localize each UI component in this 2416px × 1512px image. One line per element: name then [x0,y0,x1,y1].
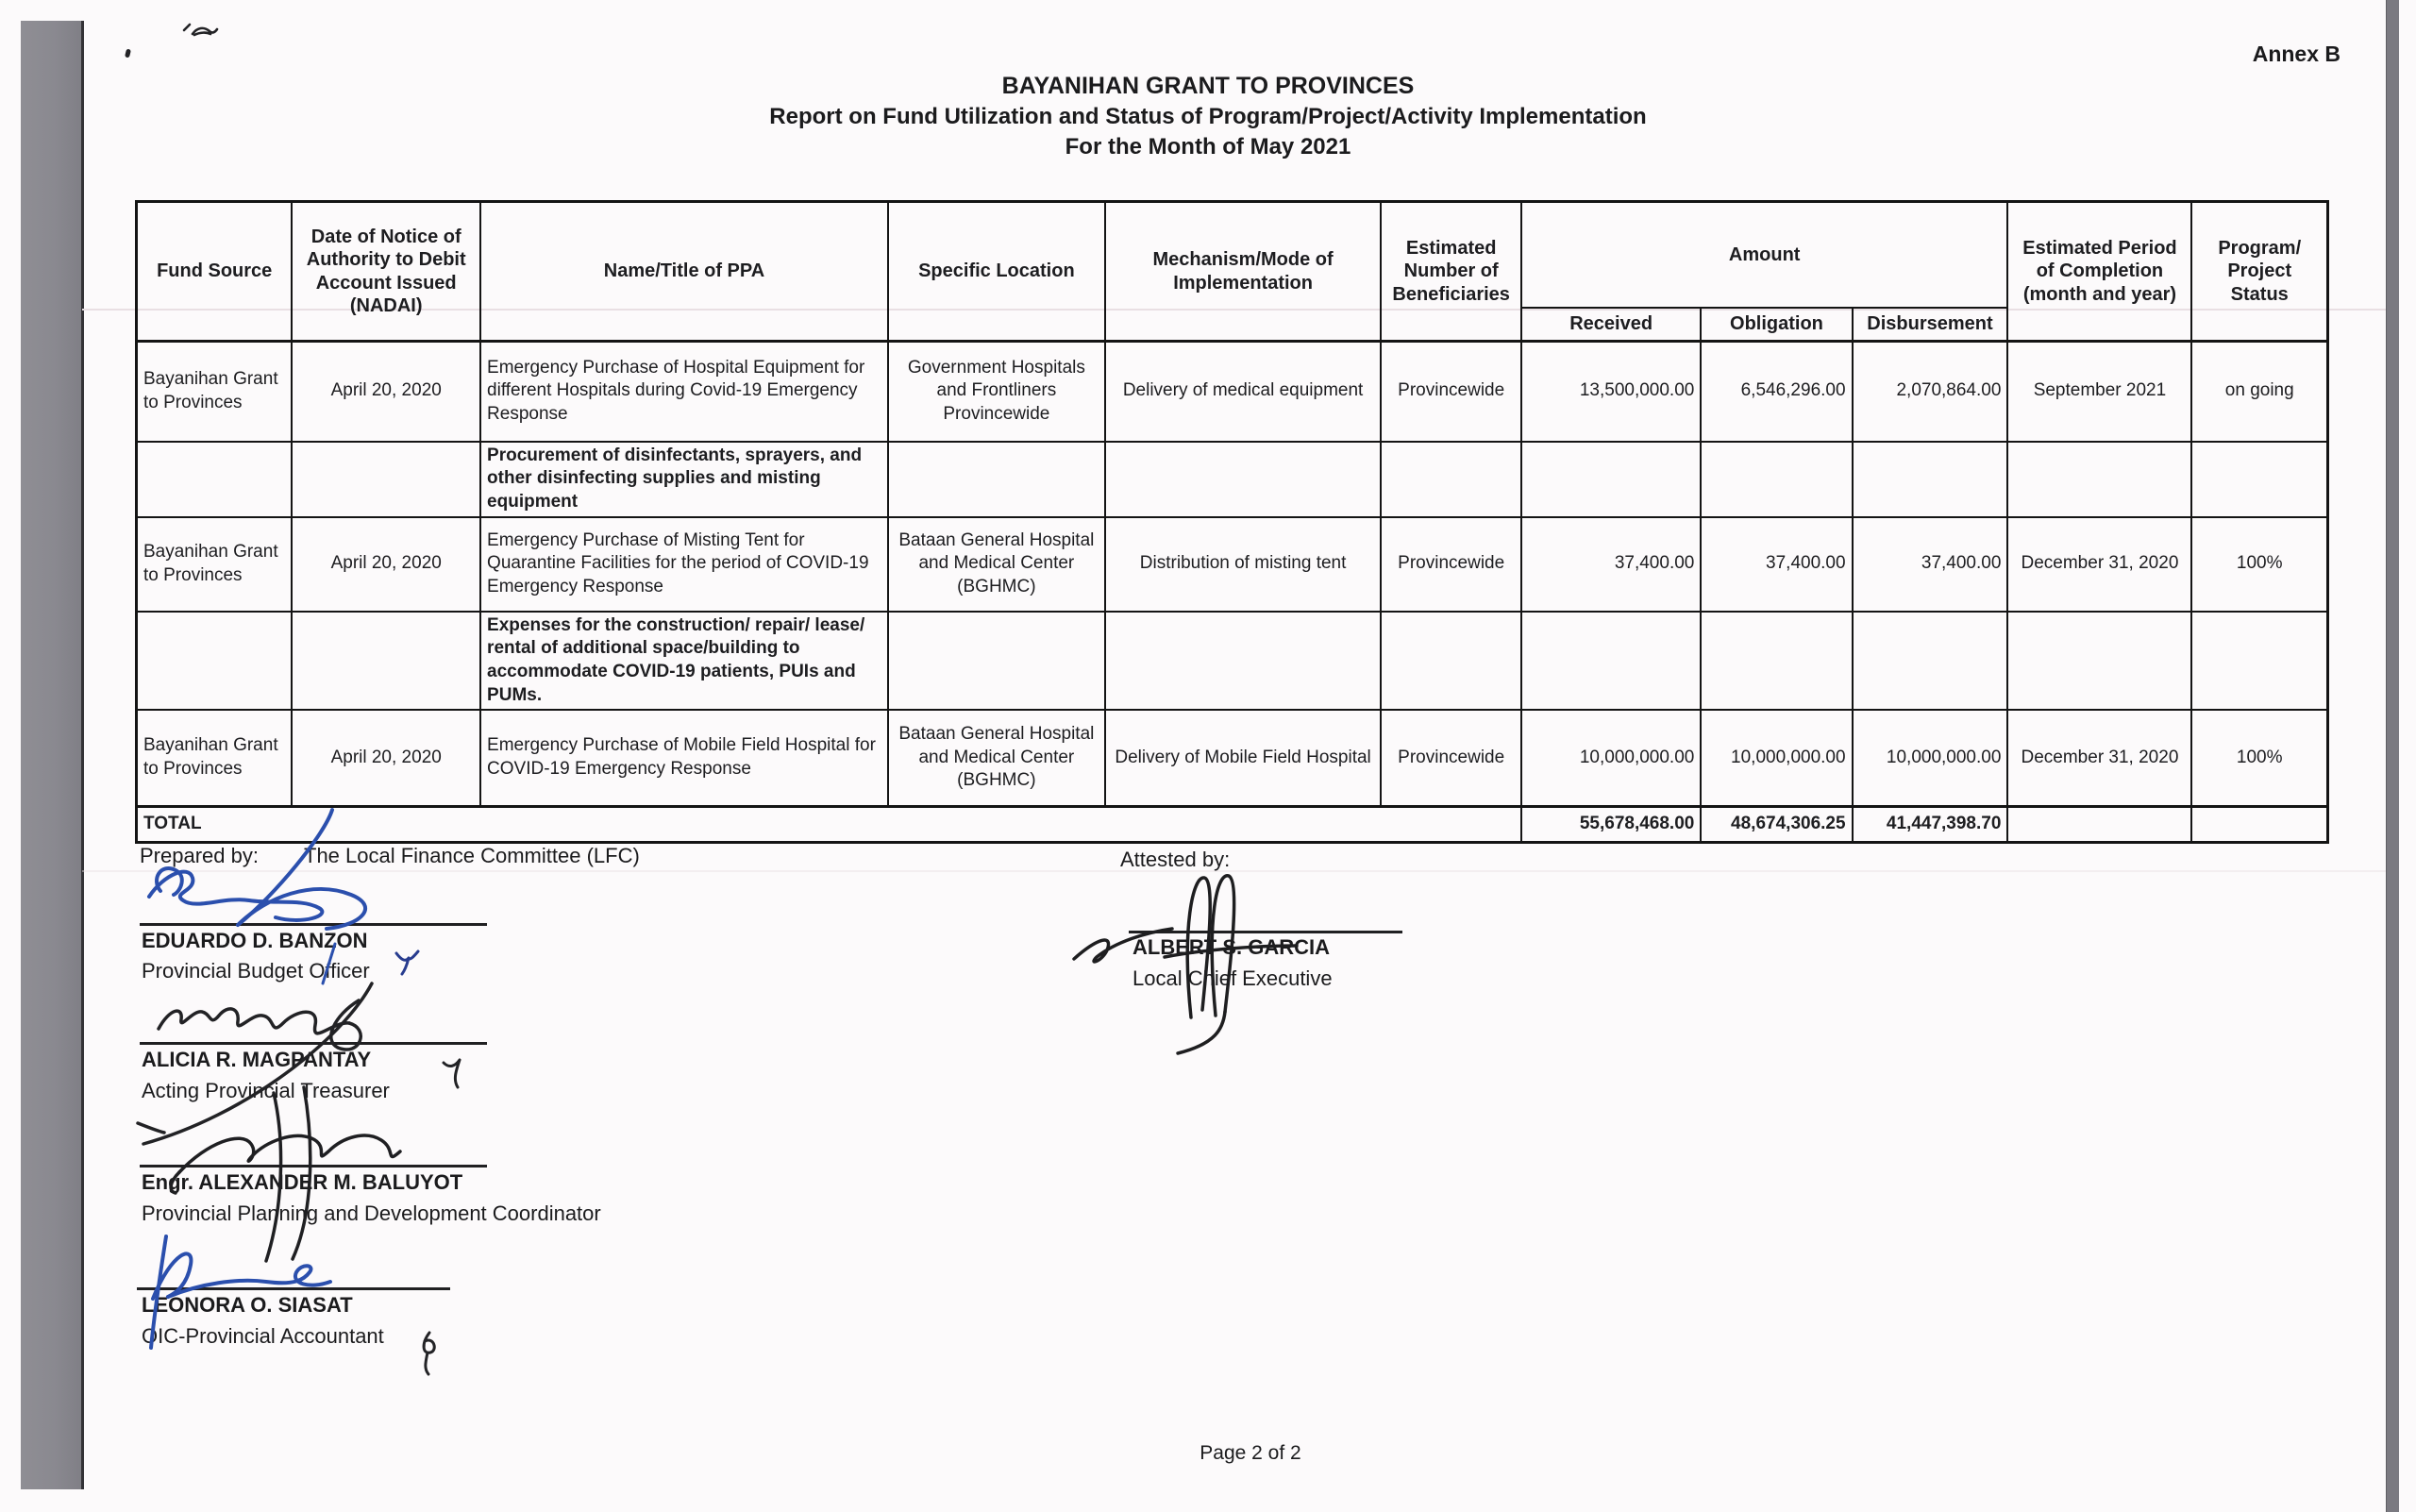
cell-ppa: Emergency Purchase of Mobile Field Hospital for COVID-19 Emergency Response [480,710,888,806]
col-header-location: Specific Location [888,202,1105,342]
cell-received: 10,000,000.00 [1521,710,1701,806]
cell-location: Government Hospitals and Frontliners Provincewide [888,342,1105,442]
cell-beneficiaries: Provincewide [1381,710,1521,806]
cell-fund-source: Bayanihan Grant to Provinces [137,517,293,612]
col-header-disbursement: Disbursement [1853,308,2008,342]
table-row [137,710,2328,806]
signatory-name: EDUARDO D. BANZON [142,929,368,952]
report-subtitle: Report on Fund Utilization and Status of Program/Project/Activity Implementation [769,104,1647,129]
signatory-name: LEONORA O. SIASAT [142,1293,353,1317]
cell-beneficiaries [1381,612,1521,711]
cell-fund-source [137,612,293,711]
cell-mechanism: Distribution of misting tent [1105,517,1382,612]
cell-status: 100% [2191,517,2327,612]
cell-period [2007,612,2191,711]
cell-received: 37,400.00 [1521,517,1701,612]
col-header-period: Estimated Period of Completion (month and year) [2007,202,2191,342]
cell-status: on going [2191,342,2327,442]
cell-status [2191,442,2327,517]
total-disbursement: 41,447,398.70 [1853,806,2008,842]
col-header-received: Received [1521,308,1701,342]
ink-check-mark [393,948,423,978]
cell-ppa-category: Procurement of disinfectants, sprayers, and other disinfecting supplies and misting equipment [480,442,888,517]
table-category-row [137,612,2328,711]
cell-nadai [292,612,480,711]
table-category-row [137,442,2328,517]
signatory-title: OIC-Provincial Accountant [142,1324,384,1348]
col-header-mechanism: Mechanism/Mode of Implementation [1105,202,1382,342]
cell-status [2191,612,2327,711]
prepared-by-label: Prepared by: [140,844,259,867]
cell-received: 13,500,000.00 [1521,342,1701,442]
cell-mechanism [1105,612,1382,711]
cell-status: 100% [2191,710,2327,806]
cell-period [2007,442,2191,517]
cell-location [888,442,1105,517]
table-row [137,342,2328,442]
page-number: Page 2 of 2 [1200,1442,1301,1464]
cell-period: December 31, 2020 [2007,517,2191,612]
cell-fund-source: Bayanihan Grant to Provinces [137,342,293,442]
signatory-title: Provincial Planning and Development Coordinator [142,1201,601,1225]
signatory-name: Engr. ALEXANDER M. BALUYOT [142,1170,463,1194]
cell-mechanism: Delivery of medical equipment [1105,342,1382,442]
cell-beneficiaries: Provincewide [1381,342,1521,442]
cell-disbursement: 10,000,000.00 [1853,710,2008,806]
table-total-row [137,806,2328,842]
cell-beneficiaries: Provincewide [1381,517,1521,612]
signature-garcia [1066,866,1425,1055]
cell-disbursement: 37,400.00 [1853,517,2008,612]
cell-ppa: Emergency Purchase of Misting Tent for Quarantine Facilities for the period of COVID-19 Emergency Response [480,517,888,612]
cell-fund-source [137,442,293,517]
cell-fund-source: Bayanihan Grant to Provinces [137,710,293,806]
cell-nadai: April 20, 2020 [292,710,480,806]
cell-obligation: 10,000,000.00 [1701,710,1852,806]
cell-disbursement: 2,070,864.00 [1853,342,2008,442]
signatory-title: Local Chief Executive [1132,966,1333,990]
signature-siasat [132,1223,434,1365]
total-received: 55,678,468.00 [1521,806,1701,842]
cell-period: September 2021 [2007,342,2191,442]
signatory-name: ALICIA R. MAGPANTAY [142,1048,372,1071]
signatory-title: Provincial Budget Officer [142,959,370,983]
col-header-obligation: Obligation [1701,308,1852,342]
ink-mark [181,21,219,43]
annex-label: Annex B [2252,42,2340,66]
ink-mark [411,1329,444,1376]
cell-location [888,612,1105,711]
attested-by-label: Attested by: [1120,848,1231,871]
cell-mechanism [1105,442,1382,517]
cell-location: Bataan General Hospital and Medical Center (BGHMC) [888,517,1105,612]
cell-received [1521,442,1701,517]
scanner-edge-right-bar [2386,0,2399,1512]
cell-ppa: Emergency Purchase of Hospital Equipment for different Hospitals during Covid-19 Emergency Response [480,342,888,442]
col-header-beneficiaries: Estimated Number of Beneficiaries [1381,202,1521,342]
col-header-status: Program/ Project Status [2191,202,2327,342]
scanner-edge-left-bar [21,21,84,1489]
total-label: TOTAL [137,806,1521,842]
total-period [2007,806,2191,842]
cell-period: December 31, 2020 [2007,710,2191,806]
total-status [2191,806,2327,842]
ink-mark [125,49,131,59]
cell-obligation: 6,546,296.00 [1701,342,1852,442]
signature-banzon [132,804,434,946]
cell-nadai [292,442,480,517]
col-header-nadai: Date of Notice of Authority to Debit Account Issued (NADAI) [292,202,480,342]
signature-banzon-descender [319,942,340,985]
fund-utilization-table [135,200,2329,844]
report-title-block [94,70,2322,162]
signatory-name: ALBERT S. GARCIA [1132,935,1330,959]
cell-nadai: April 20, 2020 [292,517,480,612]
total-obligation: 48,674,306.25 [1701,806,1852,842]
header-row [137,202,2328,308]
cell-obligation [1701,442,1852,517]
report-period: For the Month of May 2021 [1065,134,1351,160]
table-row [137,517,2328,612]
cell-ppa-category: Expenses for the construction/ repair/ lease/ rental of additional space/building to accommodate COVID-19 patients, PUIs and PUMs. [480,612,888,711]
cell-nadai: April 20, 2020 [292,342,480,442]
cell-disbursement [1853,612,2008,711]
cell-location: Bataan General Hospital and Medical Center (BGHMC) [888,710,1105,806]
cell-received [1521,612,1701,711]
col-header-amount: Amount [1521,202,2007,308]
cell-obligation: 37,400.00 [1701,517,1852,612]
col-header-fund-source: Fund Source [137,202,293,342]
signatory-title: Acting Provincial Treasurer [142,1079,390,1102]
report-title: BAYANIHAN GRANT TO PROVINCES [1001,73,1415,99]
cell-mechanism: Delivery of Mobile Field Hospital [1105,710,1382,806]
cell-disbursement [1853,442,2008,517]
cell-beneficiaries [1381,442,1521,517]
col-header-ppa: Name/Title of PPA [480,202,888,342]
prepared-by-committee: The Local Finance Committee (LFC) [304,844,640,867]
cell-obligation [1701,612,1852,711]
